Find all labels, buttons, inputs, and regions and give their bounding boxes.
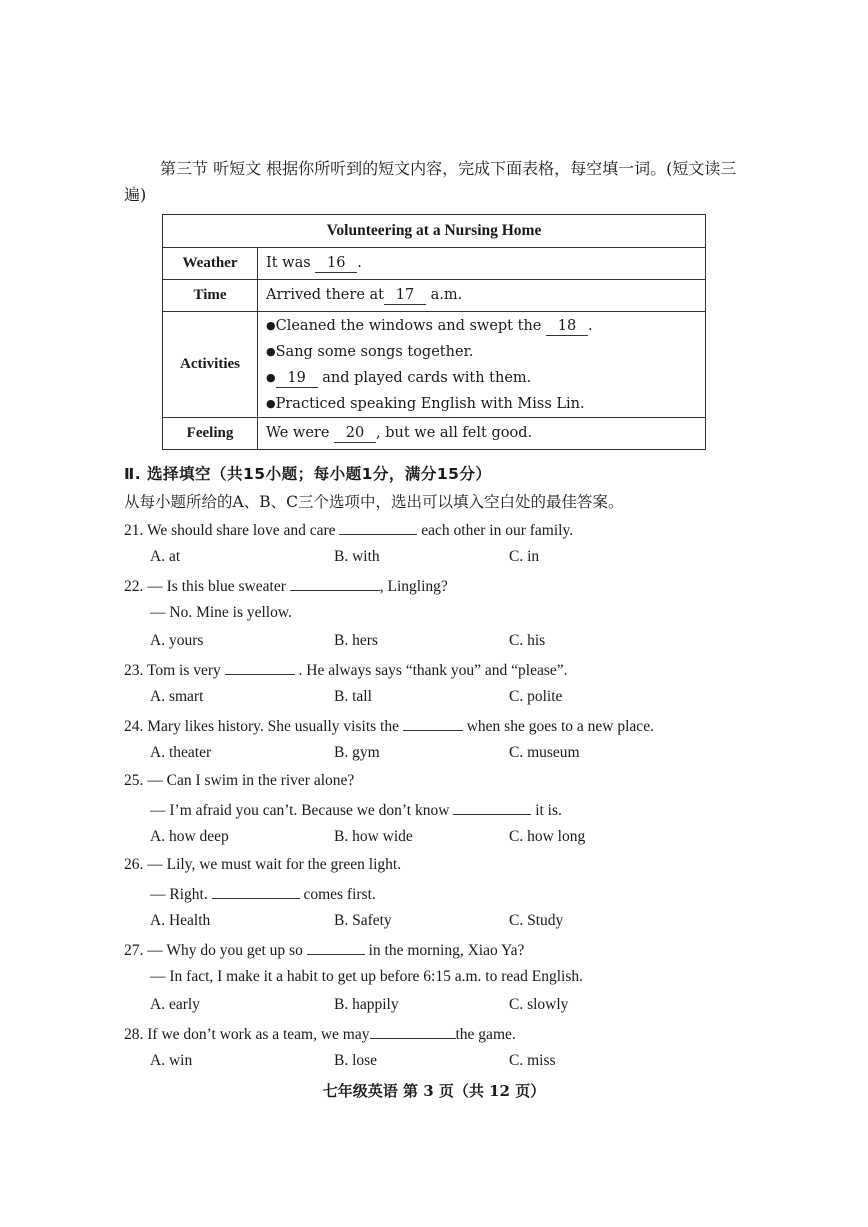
bullet-icon: ● [266, 344, 276, 358]
question-text: . He always says “thank you” and “please”. [294, 662, 568, 679]
activity-text: Cleaned the windows and swept the [275, 317, 546, 334]
option-c: C. in [509, 548, 540, 565]
option-c: C. Study [509, 912, 564, 929]
option-a: A. smart [150, 688, 204, 705]
option-b: B. gym [334, 744, 380, 761]
question-text: — In fact, I make it a habit to get up before 6:15 a.m. to read English. [150, 968, 584, 985]
row-content-time [258, 280, 706, 312]
question-response [150, 884, 376, 904]
activity-item [266, 391, 697, 417]
option-b: B. Safety [334, 912, 392, 929]
blank-17: 17 [384, 287, 426, 305]
row-content-feeling [258, 418, 706, 450]
question-text: in the morning, Xiao Ya? [364, 942, 525, 959]
option-a: A. how deep [150, 828, 229, 845]
question-text: the game. [455, 1026, 516, 1043]
listening-table [162, 214, 706, 450]
question-text: — Right. [150, 886, 212, 903]
answer-blank [225, 660, 295, 675]
answer-blank [453, 800, 531, 815]
question-text: 27. — Why do you get up so [124, 942, 307, 959]
question-text: 24. Mary likes history. She usually visits the [124, 718, 403, 735]
option-a: A. theater [150, 744, 212, 761]
question-text: , Lingling? [379, 578, 448, 595]
activity-text: Sang some songs together. [275, 343, 474, 360]
option-b: B. tall [334, 688, 372, 705]
bullet-icon: ● [266, 318, 276, 332]
row-label-activities: Activities [163, 312, 258, 418]
option-a: A. Health [150, 912, 211, 929]
question-response [150, 604, 292, 622]
question-text: 23. Tom is very [124, 662, 225, 679]
option-b: B. hers [334, 632, 378, 649]
question-stem [124, 1024, 516, 1044]
option-a: A. win [150, 1052, 193, 1069]
blank-19: 19 [276, 370, 318, 388]
answer-blank [307, 940, 365, 955]
answer-blank [403, 716, 463, 731]
table-title: Volunteering at a Nursing Home [163, 215, 706, 248]
question-text: 28. If we don’t work as a team, we may [124, 1026, 370, 1043]
option-c: C. miss [509, 1052, 556, 1069]
question-stem [124, 716, 654, 736]
answer-blank [370, 1024, 456, 1039]
question-stem [124, 856, 401, 874]
text: We were [266, 424, 335, 441]
question-stem [124, 660, 568, 680]
row-label-feeling: Feeling [163, 418, 258, 450]
question-text: — No. Mine is yellow. [150, 604, 292, 621]
row-label-weather: Weather [163, 248, 258, 280]
text: It was [266, 254, 316, 271]
row-content-activities [258, 312, 706, 418]
bullet-icon: ● [266, 396, 276, 410]
option-a: A. at [150, 548, 181, 565]
table-row [163, 418, 706, 450]
blank-20: 20 [334, 425, 376, 443]
question-text: 21. We should share love and care [124, 522, 340, 539]
question-text: 22. — Is this blue sweater [124, 578, 290, 595]
activity-item [266, 339, 697, 365]
question-stem [124, 940, 524, 960]
part2-heading: Ⅱ. 选择填空（共15小题；每小题1分，满分15分） [124, 465, 492, 483]
part2-instruction: 从每小题所给的A、B、C三个选项中，选出可以填入空白处的最佳答案。 [124, 493, 624, 511]
question-text: 26. — Lily, we must wait for the green light. [124, 856, 402, 873]
option-b: B. how wide [334, 828, 413, 845]
answer-blank [339, 520, 417, 535]
bullet-icon: ● [266, 370, 276, 384]
activity-text: and played cards with them. [317, 369, 532, 386]
option-a: A. yours [150, 632, 204, 649]
question-stem [124, 576, 448, 596]
option-b: B. with [334, 548, 380, 565]
table-row [163, 280, 706, 312]
question-text: when she goes to a new place. [462, 718, 654, 735]
question-text: — I’m afraid you can’t. Because we don’t know [150, 802, 454, 819]
option-c: C. slowly [509, 996, 569, 1013]
option-b: B. lose [334, 1052, 378, 1069]
page-footer: 七年级英语 第 3 页（共 12 页） [322, 1082, 546, 1100]
question-text: each other in our family. [417, 522, 574, 539]
question-text: comes first. [299, 886, 376, 903]
blank-16: 16 [315, 255, 357, 273]
section3-intro: 第三节 听短文 根据你所听到的短文内容，完成下面表格，每空填一词。(短文读三遍) [124, 159, 737, 204]
table-row [163, 312, 706, 418]
question-stem [124, 772, 354, 790]
option-c: C. how long [509, 828, 586, 845]
text: . [357, 254, 362, 271]
text: , but we all felt good. [376, 424, 533, 441]
option-a: A. early [150, 996, 200, 1013]
row-content-weather [258, 248, 706, 280]
text: Arrived there at [266, 286, 384, 303]
option-c: C. his [509, 632, 546, 649]
activity-text: Practiced speaking English with Miss Lin. [275, 395, 585, 412]
answer-blank [290, 576, 380, 591]
question-response [150, 800, 562, 820]
activity-item [266, 365, 697, 391]
text: a.m. [425, 286, 463, 303]
option-c: C. polite [509, 688, 563, 705]
option-b: B. happily [334, 996, 399, 1013]
answer-blank [212, 884, 300, 899]
question-response [150, 968, 583, 986]
activity-item [266, 313, 697, 339]
option-c: C. museum [509, 744, 580, 761]
question-text: it is. [531, 802, 562, 819]
question-text: 25. — Can I swim in the river alone? [124, 772, 355, 789]
activity-text: . [587, 317, 593, 334]
blank-18: 18 [546, 318, 588, 336]
table-row [163, 248, 706, 280]
question-stem [124, 520, 573, 540]
row-label-time: Time [163, 280, 258, 312]
